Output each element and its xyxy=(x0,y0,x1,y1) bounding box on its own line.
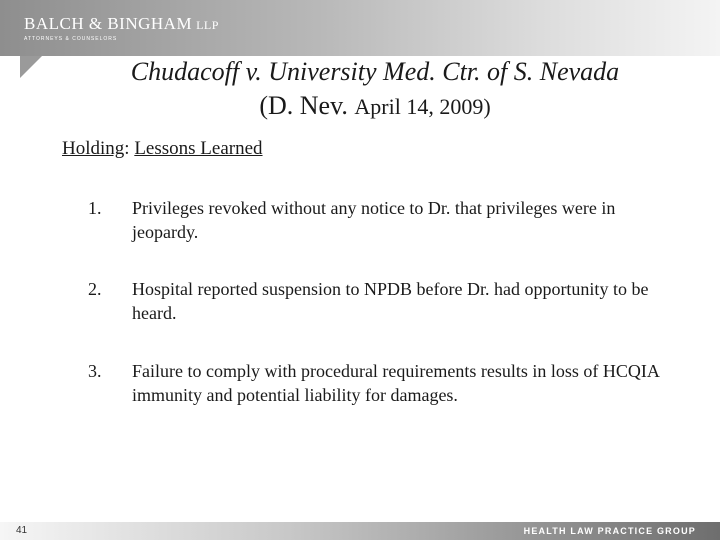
list-item-number: 2. xyxy=(88,279,102,299)
section-heading-label: Holding xyxy=(62,138,125,159)
firm-tagline: ATTORNEYS & COUNSELORS xyxy=(24,36,118,42)
slide-title-line-2 xyxy=(30,91,720,121)
practice-group-label: HEALTH LAW PRACTICE GROUP xyxy=(523,526,696,536)
section-heading xyxy=(62,138,263,160)
firm-logo xyxy=(24,14,219,34)
footer-bar xyxy=(0,522,720,540)
firm-name: BALCH & BINGHAM xyxy=(24,14,193,33)
list-item-number: 1. xyxy=(88,198,102,218)
list-item-text: Failure to comply with procedural requirements results in loss of HCQIA immunity and potential liability for damages. xyxy=(132,361,659,405)
firm-suffix: LLP xyxy=(196,18,219,32)
section-heading-separator: : xyxy=(124,138,135,159)
slide-title-line-1: Chudacoff v. University Med. Ctr. of S. Nevada xyxy=(130,57,620,86)
list-item-text: Hospital reported suspension to NPDB before Dr. had opportunity to be heard. xyxy=(132,279,649,323)
court-abbrev: (D. Nev. xyxy=(259,91,355,120)
list-item-number: 3. xyxy=(88,361,102,381)
section-heading-text: Lessons Learned xyxy=(134,138,263,159)
decision-date: April 14, 2009) xyxy=(354,94,491,119)
page-number: 41 xyxy=(16,525,28,536)
list-item-text: Privileges revoked without any notice to Dr. that privileges were in jeopardy. xyxy=(132,198,616,242)
header-bar xyxy=(0,0,720,56)
